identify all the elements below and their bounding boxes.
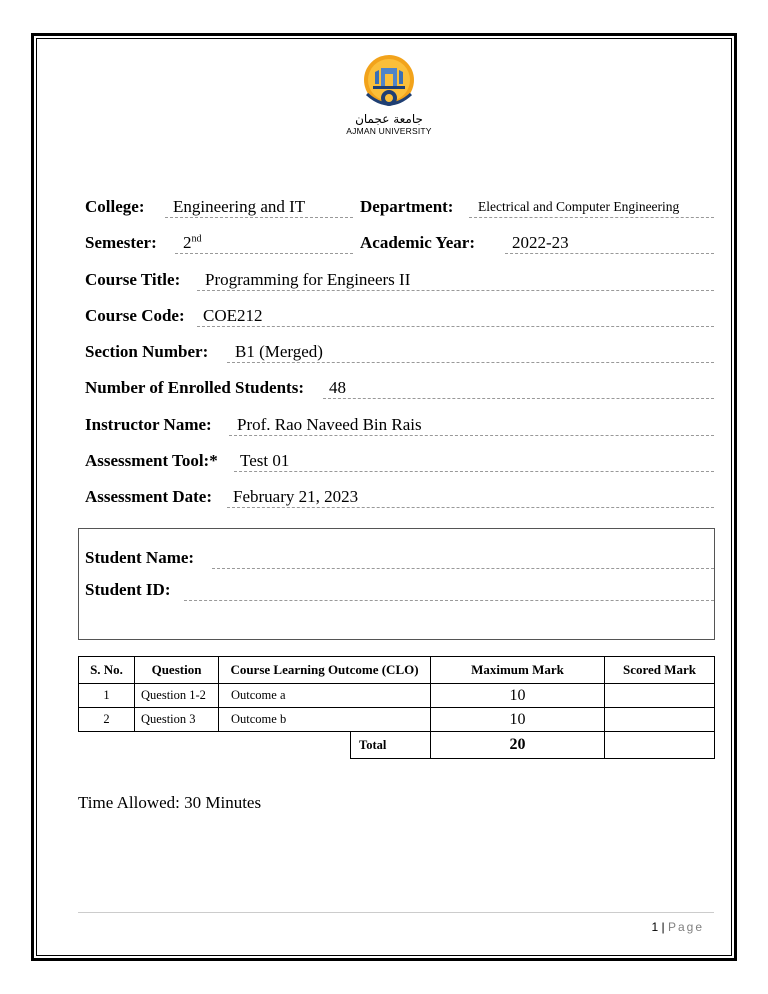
course-code-value: COE212 xyxy=(203,306,263,325)
cell-clo: Outcome b xyxy=(219,708,431,732)
semester-label: Semester: xyxy=(85,233,157,252)
total-spacer xyxy=(79,732,351,759)
semester-value: 2 xyxy=(183,233,192,252)
table-row xyxy=(79,708,715,732)
assessment-date-field xyxy=(227,487,714,508)
course-title-value: Programming for Engineers II xyxy=(205,270,411,289)
header-max-mark: Maximum Mark xyxy=(431,657,605,684)
assessment-date-label: Assessment Date: xyxy=(85,487,213,506)
cell-scored-mark[interactable] xyxy=(605,708,715,732)
instructor-field xyxy=(229,415,714,436)
footer-divider xyxy=(78,912,714,913)
enrolled-field xyxy=(323,378,714,399)
total-label: Total xyxy=(351,732,431,759)
header-sno: S. No. xyxy=(79,657,135,684)
page-separator: | xyxy=(661,920,665,934)
section-number-value: B1 (Merged) xyxy=(235,342,323,361)
department-value: Electrical and Computer Engineering xyxy=(478,199,680,214)
section-number-label: Section Number: xyxy=(85,342,209,361)
assessment-date-value: February 21, 2023 xyxy=(233,487,359,506)
college-value: Engineering and IT xyxy=(173,197,306,216)
student-name-label: Student Name: xyxy=(85,548,195,567)
logo-english-text: AJMAN UNIVERSITY xyxy=(346,126,432,136)
logo-arabic-text: جامعة عجمان xyxy=(355,112,423,126)
page-label: Page xyxy=(667,920,704,934)
section-number-field xyxy=(227,342,714,363)
cell-scored-mark[interactable] xyxy=(605,684,715,708)
enrolled-label: Number of Enrolled Students: xyxy=(85,378,304,397)
university-crest-icon xyxy=(363,54,415,112)
cell-max-mark: 10 xyxy=(431,708,605,732)
page-number: 1 xyxy=(651,920,659,934)
assessment-tool-label: Assessment Tool:* xyxy=(85,451,218,470)
university-logo xyxy=(334,54,444,146)
assessment-tool-value: Test 01 xyxy=(240,451,290,470)
semester-superscript: nd xyxy=(191,233,202,245)
academic-year-field xyxy=(505,233,714,254)
academic-year-label: Academic Year: xyxy=(360,233,476,252)
student-id-label: Student ID: xyxy=(85,580,171,599)
total-max-mark: 20 xyxy=(431,732,605,759)
department-field xyxy=(469,197,714,218)
marks-table xyxy=(78,656,715,759)
college-label: College: xyxy=(85,197,145,216)
table-row xyxy=(79,684,715,708)
semester-field xyxy=(175,233,353,254)
cell-question: Question 3 xyxy=(135,708,219,732)
student-id-field[interactable] xyxy=(184,580,714,601)
student-name-field[interactable] xyxy=(212,548,714,569)
header-scored-mark: Scored Mark xyxy=(605,657,715,684)
semester-value-wrap xyxy=(183,233,202,253)
course-title-field xyxy=(197,270,714,291)
enrolled-value: 48 xyxy=(329,378,346,397)
assessment-tool-field xyxy=(234,451,714,472)
college-field xyxy=(165,197,353,218)
instructor-value: Prof. Rao Naveed Bin Rais xyxy=(237,415,422,434)
academic-year-value: 2022-23 xyxy=(512,233,569,252)
cell-question: Question 1-2 xyxy=(135,684,219,708)
instructor-label: Instructor Name: xyxy=(85,415,212,434)
course-code-field xyxy=(197,306,714,327)
header-question: Question xyxy=(135,657,219,684)
table-header-row xyxy=(79,657,715,684)
header-clo: Course Learning Outcome (CLO) xyxy=(219,657,431,684)
course-code-label: Course Code: xyxy=(85,306,185,325)
time-allowed: Time Allowed: 30 Minutes xyxy=(78,793,262,812)
cell-sno: 2 xyxy=(79,708,135,732)
department-label: Department: xyxy=(360,197,454,216)
total-scored-mark[interactable] xyxy=(605,732,715,759)
page-footer xyxy=(651,920,704,934)
cell-sno: 1 xyxy=(79,684,135,708)
cell-clo: Outcome a xyxy=(219,684,431,708)
course-title-label: Course Title: xyxy=(85,270,181,289)
cell-max-mark: 10 xyxy=(431,684,605,708)
table-total-row xyxy=(79,732,715,759)
